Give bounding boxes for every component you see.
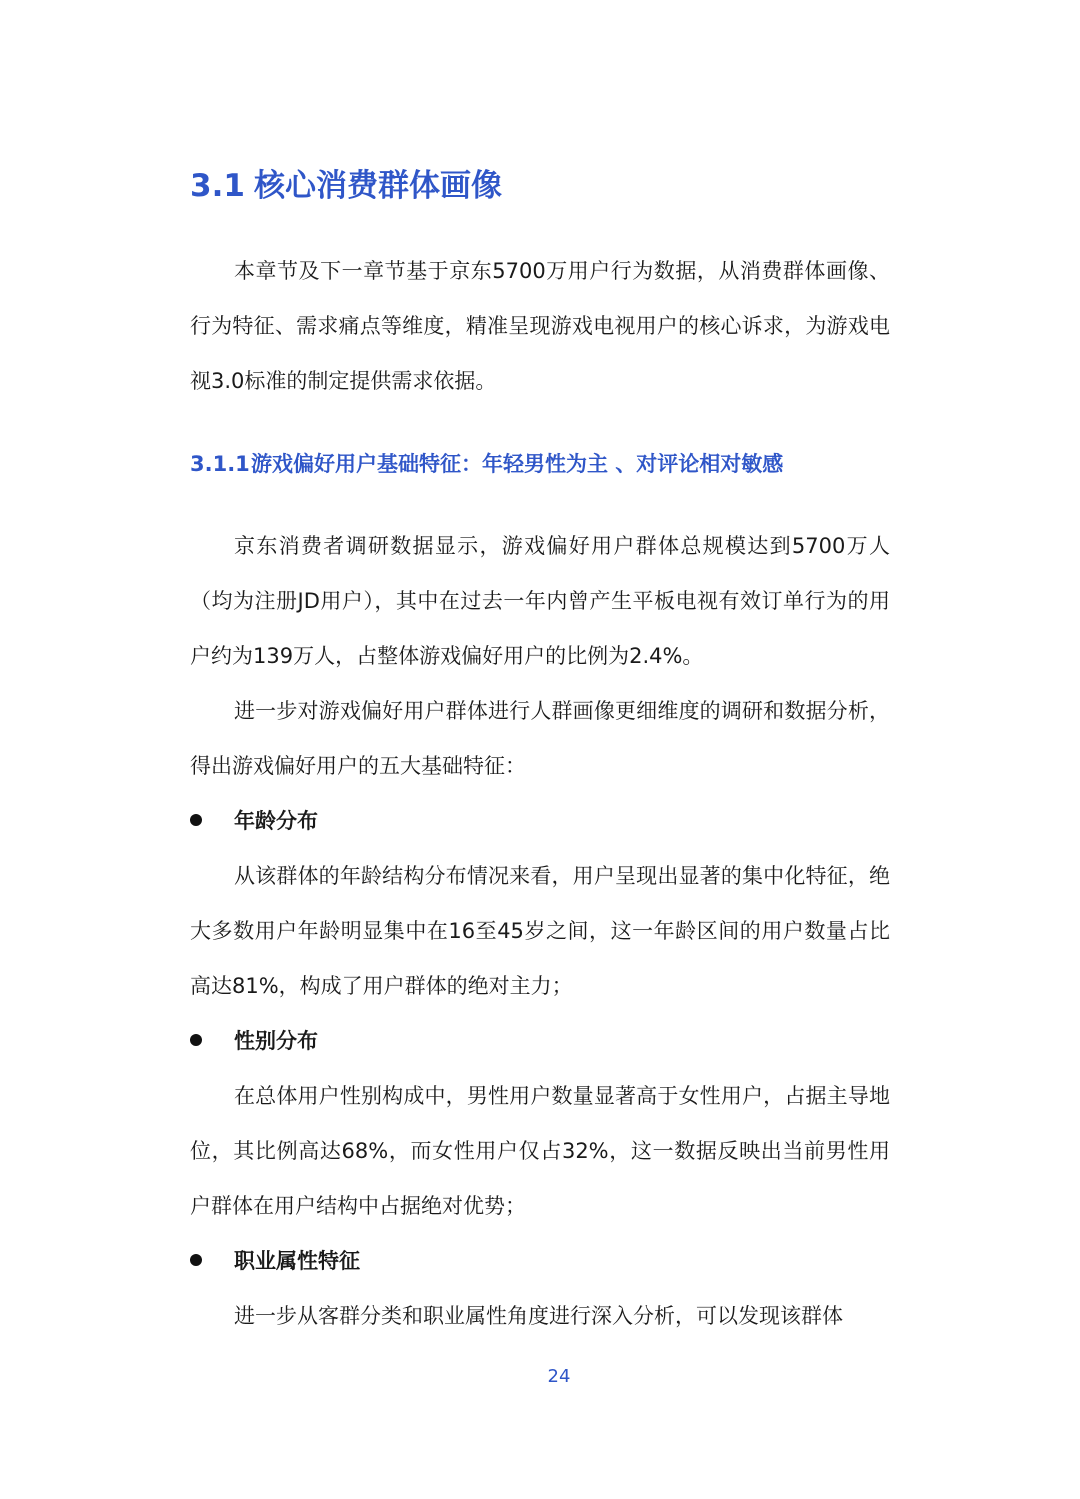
bullet-dot-icon xyxy=(190,814,202,826)
paragraph-age: 从该群体的年龄结构分布情况来看，用户呈现出显著的集中化特征，绝大多数用户年龄明显集中在16至45岁之间，这一年龄区间的用户数量占比高达81%，构成了用户群体的绝对主力； xyxy=(190,864,890,998)
bullet-dot-icon xyxy=(190,1254,202,1266)
section-title: 核心消费群体画像 xyxy=(254,168,502,204)
bullet-dot-icon xyxy=(190,1034,202,1046)
subsection-title: 游戏偏好用户基础特征：年轻男性为主 、对评论相对敏感 xyxy=(251,452,784,476)
paragraph-features-intro: 进一步对游戏偏好用户群体进行人群画像更细维度的调研和数据分析，得出游戏偏好用户的五大基础特征： xyxy=(190,699,890,778)
page-number: 24 xyxy=(547,1366,571,1387)
intro-paragraph: 本章节及下一章节基于京东5700万用户行为数据，从消费群体画像、行为特征、需求痛点等维度，精准呈现游戏电视用户的核心诉求，为游戏电视3.0标准的制定提供需求依据。 xyxy=(190,259,890,393)
bullet-heading-age xyxy=(190,801,318,841)
section-heading xyxy=(190,163,502,209)
paragraph-gender: 在总体用户性别构成中，男性用户数量显著高于女性用户，占据主导地位，其比例高达68%，而女性用户仅占32%，这一数据反映出当前男性用户群体在用户结构中占据绝对优势； xyxy=(190,1084,890,1218)
bullet-heading-occupation xyxy=(190,1241,360,1281)
paragraph-user-scale: 京东消费者调研数据显示，游戏偏好用户群体总规模达到5700万人（均为注册JD用户），其中在过去一年内曾产生平板电视有效订单行为的用户约为139万人，占整体游戏偏好用户的比例为2.4%。 xyxy=(190,534,890,668)
bullet-title: 性别分布 xyxy=(234,1029,318,1053)
bullet-title: 职业属性特征 xyxy=(234,1249,360,1273)
bullet-heading-gender xyxy=(190,1021,318,1061)
section-number: 3.1 xyxy=(190,168,245,204)
subsection-heading xyxy=(190,446,783,482)
subsection-number: 3.1.1 xyxy=(190,452,250,476)
paragraph-occupation: 进一步从客群分类和职业属性角度进行深入分析，可以发现该群体 xyxy=(234,1304,843,1328)
bullet-title: 年龄分布 xyxy=(234,809,318,833)
